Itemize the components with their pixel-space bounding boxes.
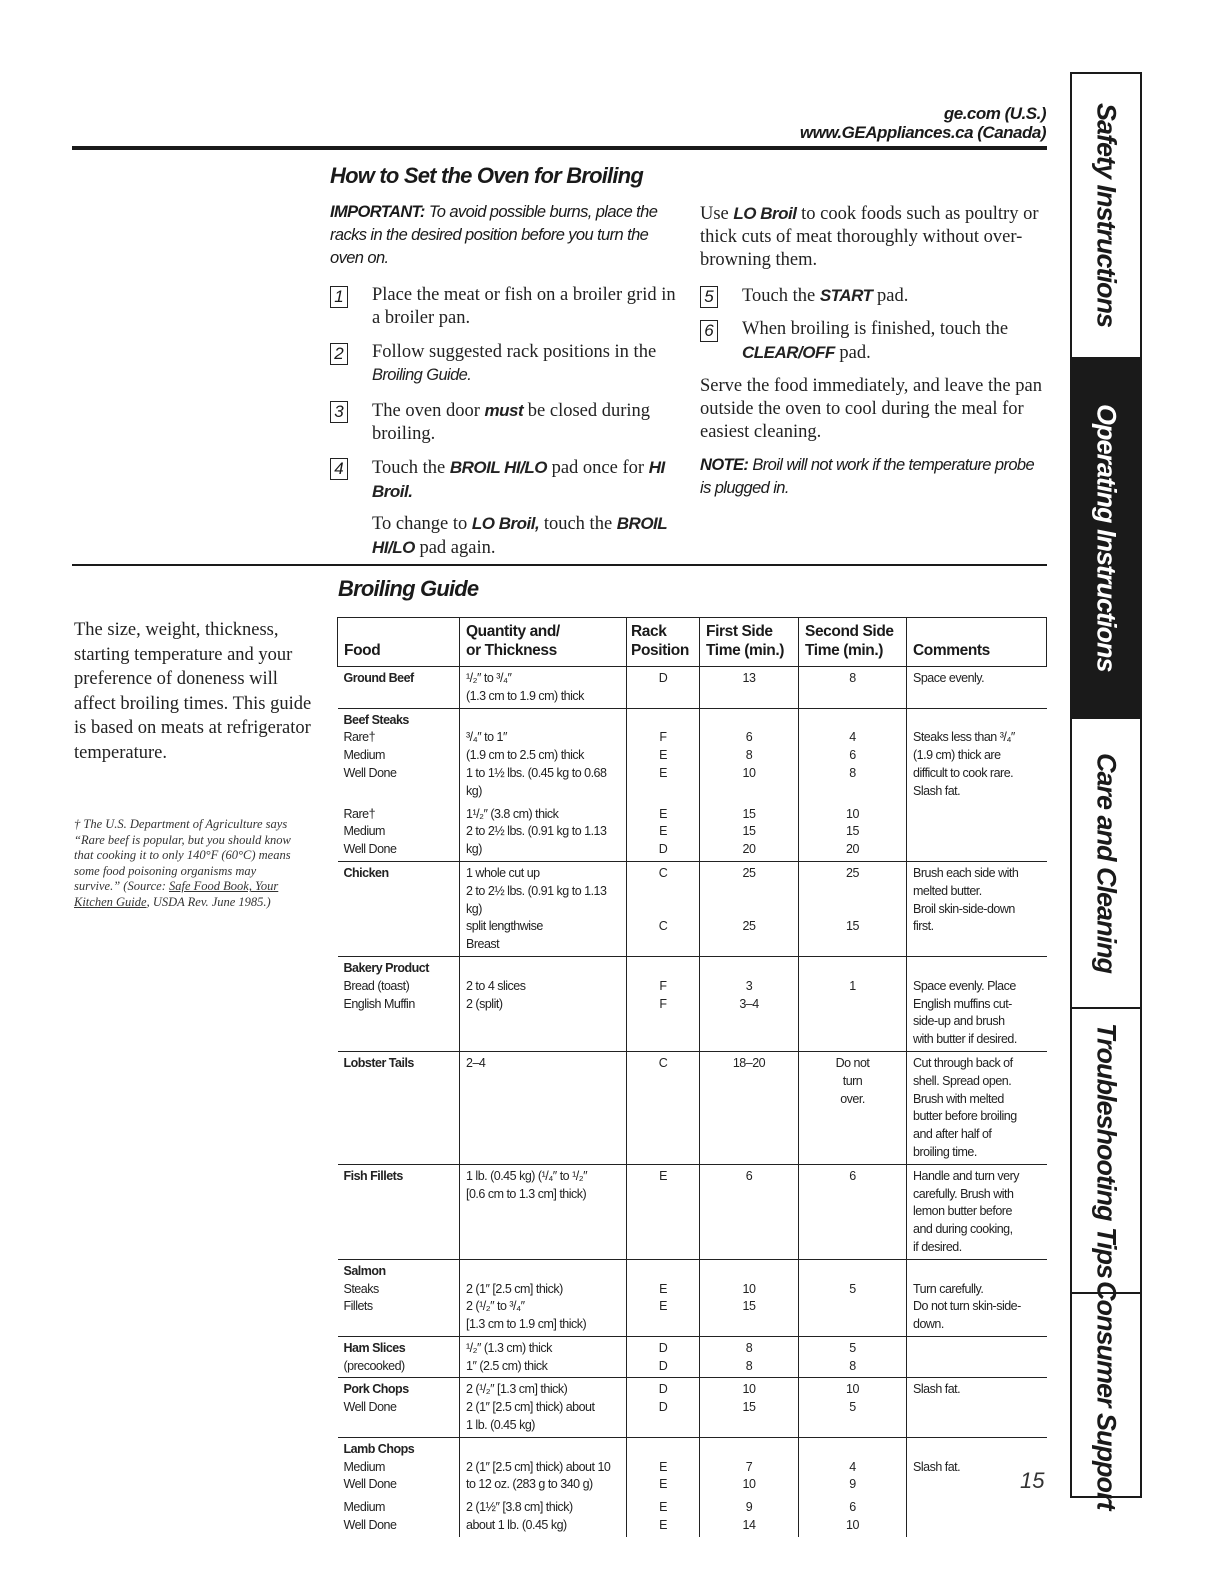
step-emphasis: must [484,401,524,420]
table-row [338,1164,1047,1259]
cell-second-side: 10 15 20 [799,803,907,862]
header-url-us[interactable]: ge.com (U.S.) [943,104,1046,123]
cell-quantity: 1¹/₂″ (3.8 cm) thick 2 to 2½ lbs. (0.91 kg to 1.13 kg) [460,803,627,862]
step-number-icon: 1 [330,286,348,308]
nav-tab-troubleshooting[interactable]: Troubleshooting Tips [1072,1009,1140,1294]
cell-rack: C C [627,861,700,956]
hi-broil-label: HI Broil. [372,458,665,501]
cell-rack: D D [627,1378,700,1437]
step-text: pad. [872,286,909,306]
cell-quantity: 1 whole cut up 2 to 2½ lbs. (0.91 kg to 1.13 kg) split lengthwise Breast [460,861,627,956]
cell-food [338,1051,460,1164]
cell-comments: Space evenly. [907,667,1047,709]
header-rule [72,146,1047,150]
table-row [338,956,1047,1051]
broil-pad-label: BROIL HI/LO [449,458,547,477]
cell-rack: E E [627,1437,700,1496]
cell-comments: Space evenly. Place English muffins cut- side-up and brush with butter if desired. [907,956,1047,1051]
note-label: NOTE: [700,456,749,474]
food-name: Lamb Chops [343,1441,415,1456]
cell-food [338,803,460,862]
cell-food [338,956,460,1051]
cell-second-side: 4 6 8 [799,708,907,802]
cell-quantity: 1 lb. (0.45 kg) (¹/₄″ to ¹/₂″ [0.6 cm to 1.3 cm] thick) [460,1164,627,1259]
step-text: The oven door [372,401,485,421]
cell-comments [907,803,1047,862]
cell-first-side: 7 10 [700,1437,799,1496]
col-header-food: Food [338,618,460,667]
step-number-icon: 4 [330,458,348,480]
col-header-first-side: First Side Time (min.) [700,618,799,667]
step-number-icon: 5 [700,286,718,308]
cell-first-side: 15 15 20 [700,803,799,862]
food-name: Bakery Product [343,960,429,975]
cell-first-side: 6 [700,1164,799,1259]
change-text: To change to [372,514,472,534]
step-4 [330,458,665,501]
cell-first-side: 25 25 [700,861,799,956]
change-text: pad again. [414,538,496,558]
broil-pad-label: BROIL HI/LO [372,514,667,557]
food-detail: Rare† Medium Well Done [343,730,397,780]
food-detail: Medium Well Done [343,1500,397,1533]
cell-rack: D [627,667,700,709]
cell-rack: C [627,1051,700,1164]
cell-comments: Steaks less than ³/₄″ (1.9 cm) thick are difficult to cook rare. Slash fat. [907,708,1047,802]
change-text: touch the [539,514,617,534]
food-name: Ground Beef [343,671,414,685]
food-name: Lobster Tails [343,1055,414,1070]
step-text: Touch the [372,458,450,478]
page-number: 15 [1020,1468,1045,1493]
cell-second-side: 1 [799,956,907,1051]
col-header-quantity: Quantity and/ or Thickness [460,618,627,667]
cell-first-side: 13 [700,667,799,709]
step-3 [330,401,651,444]
footnote-source: Safe Food Book, Your Kitchen Guide [74,879,279,909]
cell-first-side: 6 8 10 [700,708,799,802]
header-url-canada[interactable]: www.GEAppliances.ca (Canada) [799,123,1046,142]
cell-second-side: 25 15 [799,861,907,956]
table-row [338,1496,1047,1537]
table-row [338,667,1047,709]
usda-footnote [74,817,296,911]
food-detail: Medium Well Done [343,1459,397,1492]
food-name: Salmon [343,1263,386,1278]
lo-broil-label: LO Broil [733,204,797,223]
footnote-text: † The U.S. Department of Agriculture says “Rare beef is popular, but you should know that cooking it to only 140°F (60°C) means some food poisoning organisms may survive.” (Source: [74,817,291,894]
lo-broil-paragraph [700,202,1050,272]
cell-comments [907,1496,1047,1537]
lo-text: Use [700,204,734,224]
food-detail: (precooked) [343,1358,405,1373]
col-header-comments: Comments [907,618,1047,667]
cell-comments [907,1336,1047,1378]
cell-rack: E E [627,1496,700,1537]
cell-rack: F F [627,956,700,1051]
cell-second-side: 6 [799,1164,907,1259]
broiling-guide-table [337,617,1047,1537]
cell-food [338,1496,460,1537]
step-text: Follow suggested rack positions in the [372,342,657,362]
cell-quantity: 2 (1½″ [3.8 cm] thick) about 1 lb. (0.45 kg) [460,1496,627,1537]
table-row [338,861,1047,956]
food-name: Ham Slices [343,1340,406,1355]
cell-second-side: Do not turn over. [799,1051,907,1164]
step-text: Place the meat or fish on a broiler grid in a broiler pan. [372,285,676,328]
cell-quantity: ¹/₂″ to ³/₄″ (1.3 cm to 1.9 cm) thick [460,667,627,709]
step-text: When broiling is finished, touch the [742,319,1009,339]
cell-food [338,708,460,802]
step-5 [700,286,909,308]
cell-food [338,1378,460,1437]
table-row [338,1259,1047,1336]
food-detail: Bread (toast) English Muffin [343,978,415,1011]
section-title: How to Set the Oven for Broiling [330,163,643,188]
cell-second-side: 6 10 [799,1496,907,1537]
step-1 [330,285,676,328]
cell-food [338,1437,460,1496]
cell-quantity: 2 (1″ [2.5 cm] thick) about 10 to 12 oz. (283 g to 340 g) [460,1437,627,1496]
step-number-icon: 2 [330,343,348,365]
cell-first-side: 8 8 [700,1336,799,1378]
step-6 [700,319,1009,363]
food-name: Beef Steaks [343,712,409,727]
cell-rack: E E D [627,803,700,862]
cell-food [338,1336,460,1378]
cell-quantity: ¹/₂″ (1.3 cm) thick 1″ (2.5 cm) thick [460,1336,627,1378]
cell-first-side: 18–20 [700,1051,799,1164]
nav-tab-care[interactable]: Care and Cleaning [1072,719,1140,1009]
lo-text: to cook foods such as poultry or thick cuts of meat thoroughly without over-browning them. [700,204,1039,270]
important-label: IMPORTANT: [330,203,425,221]
step-text: be closed during broiling. [372,401,651,444]
food-detail: Steaks Fillets [343,1281,379,1314]
broiling-guide-ref: Broiling Guide. [372,366,472,384]
table-row [338,1437,1047,1496]
table-row [338,803,1047,862]
cell-first-side: 9 14 [700,1496,799,1537]
nav-tab-operating[interactable]: Operating Instructions [1072,359,1140,719]
cell-rack: E [627,1164,700,1259]
serve-paragraph: Serve the food immediately, and leave the pan outside the oven to cool during the meal for easiest cleaning. [700,376,1042,442]
table-row [338,1336,1047,1378]
probe-note [700,454,1045,500]
cell-quantity: 2 (¹/₂″ [1.3 cm] thick) 2 (1″ [2.5 cm] thick) about 1 lb. (0.45 kg) [460,1378,627,1437]
cell-quantity: 2 (1″ [2.5 cm] thick) 2 (¹/₂″ to ³/₄″ [1.3 cm to 1.9 cm] thick) [460,1259,627,1336]
step-2 [330,342,657,384]
step-text: pad. [834,343,871,363]
lo-broil-label: LO Broil, [471,514,540,533]
cell-food [338,1164,460,1259]
table-row [338,1051,1047,1164]
side-nav [1070,72,1142,1510]
clear-off-pad-label: CLEAR/OFF [742,343,835,362]
step-text: pad once for [546,458,649,478]
step-number-icon: 3 [330,401,348,423]
cell-food [338,1259,460,1336]
nav-tab-safety[interactable]: Safety Instructions [1072,74,1140,359]
section-rule [72,564,1047,566]
cell-comments: Brush each side with melted butter. Broil skin-side-down first. [907,861,1047,956]
cell-quantity: ³/₄″ to 1″ (1.9 cm to 2.5 cm) thick 1 to 1½ lbs. (0.45 kg to 0.68 kg) [460,708,627,802]
cell-second-side: 5 [799,1259,907,1336]
food-name: Chicken [343,865,389,880]
guide-intro: The size, weight, thickness, starting temperature and your preference of doneness will affect broiling times. This guide is based on meats at refrigerator temperature. [74,620,312,763]
cell-first-side: 10 15 [700,1259,799,1336]
cell-quantity: 2 to 4 slices 2 (split) [460,956,627,1051]
food-name: Pork Chops [343,1382,409,1397]
footnote-text: , USDA Rev. June 1985.) [146,894,271,909]
cell-comments: Slash fat. [907,1437,1047,1496]
food-name: Fish Fillets [343,1168,403,1183]
cell-food [338,861,460,956]
cell-quantity: 2–4 [460,1051,627,1164]
start-pad-label: START [819,286,873,305]
cell-comments: Turn carefully. Do not turn skin-side- down. [907,1259,1047,1336]
col-header-rack: Rack Position [627,618,700,667]
cell-comments: Slash fat. [907,1378,1047,1437]
step-text: Touch the [742,286,820,306]
important-text: To avoid possible burns, place the racks in the desired position before you turn the oven on. [330,203,658,267]
cell-rack: F E E [627,708,700,802]
cell-second-side: 5 8 [799,1336,907,1378]
note-text: Broil will not work if the temperature probe is plugged in. [700,456,1035,497]
cell-rack: D D [627,1336,700,1378]
cell-comments: Cut through back of shell. Spread open. Brush with melted butter before broiling and after half of broiling time. [907,1051,1047,1164]
cell-first-side: 3 3–4 [700,956,799,1051]
cell-second-side: 4 9 [799,1437,907,1496]
cell-first-side: 10 15 [700,1378,799,1437]
cell-second-side: 8 [799,667,907,709]
important-note [330,201,670,270]
col-header-second-side: Second Side Time (min.) [799,618,907,667]
cell-food [338,667,460,709]
cell-comments: Handle and turn very carefully. Brush with lemon butter before and during cooking, if desired. [907,1164,1047,1259]
food-detail: Well Done [343,1400,397,1415]
table-row [338,1378,1047,1437]
nav-tab-consumer[interactable]: Consumer Support [1091,1280,1122,1510]
cell-rack: E E [627,1259,700,1336]
guide-title: Broiling Guide [338,576,479,601]
change-to-lo-broil [372,512,672,560]
table-row [338,708,1047,802]
food-detail: Rare† Medium Well Done [343,806,397,857]
cell-second-side: 10 5 [799,1378,907,1437]
table-header-row [338,618,1047,667]
step-number-icon: 6 [700,320,718,342]
